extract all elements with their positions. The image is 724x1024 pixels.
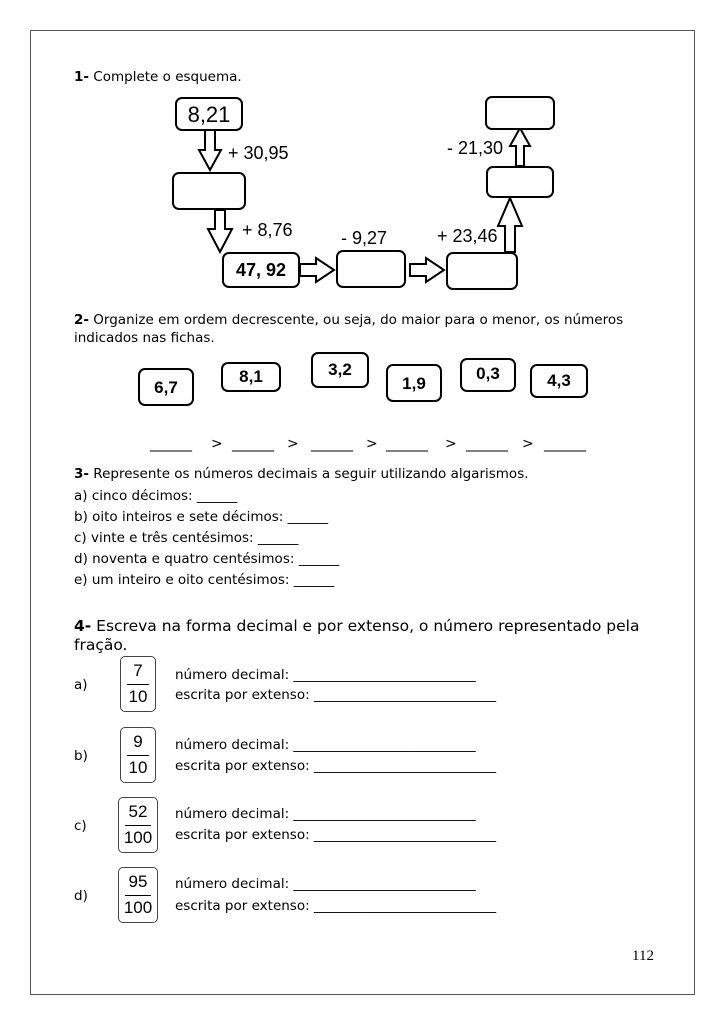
fraction-c-den: 100 [123, 828, 153, 847]
q3-item-a[interactable]: a) cinco décimos: ______ [74, 488, 238, 504]
flow-op-5: - 21,30 [447, 138, 504, 158]
flow-box-4[interactable] [336, 250, 406, 288]
q3-number: 3- [74, 466, 89, 482]
flow-box-start [175, 97, 243, 131]
q4-text: Escreva na forma decimal e por extenso, o número representado pela fração. [74, 617, 640, 654]
q3-item-e[interactable]: e) um inteiro e oito centésimos: ______ [74, 572, 335, 588]
fraction-a-num: 7 [133, 661, 143, 680]
arrow-up-2 [510, 128, 530, 166]
fraction-b-den: 10 [128, 758, 148, 777]
card-4-value: 1,9 [402, 374, 426, 393]
fraction-b [120, 727, 156, 783]
arrow-up-1 [498, 198, 522, 252]
fraction-a [120, 656, 156, 712]
greater-1: > [211, 436, 223, 452]
q4-d-extenso-line[interactable]: escrita por extenso: ___________________________ [175, 898, 497, 914]
blank-6[interactable]: ______ [544, 436, 586, 452]
fraction-bar [125, 825, 151, 826]
card-5 [460, 358, 516, 392]
arrow-down-2 [208, 210, 232, 252]
fraction-bar [125, 895, 151, 896]
flow-op-4: + 23,46 [437, 226, 498, 246]
greater-5: > [522, 436, 534, 452]
blank-3[interactable]: ______ [311, 436, 353, 452]
q4-a-extenso-line[interactable]: escrita por extenso: ___________________________ [175, 687, 497, 703]
fraction-c-num: 52 [128, 802, 148, 821]
flow-box-5[interactable] [446, 252, 518, 290]
q4-item-d-letter: d) [74, 888, 88, 904]
blank-4[interactable]: ______ [386, 436, 428, 452]
blank-2[interactable]: ______ [232, 436, 274, 452]
blank-1[interactable]: ______ [150, 436, 192, 452]
fraction-d-num: 95 [128, 872, 148, 891]
arrow-right-2 [410, 258, 444, 282]
q4-heading [74, 617, 644, 655]
q4-number: 4- [74, 617, 92, 635]
card-3-value: 3,2 [328, 360, 352, 379]
q4-item-a-letter: a) [74, 677, 88, 693]
fraction-d-den: 100 [123, 898, 153, 917]
greater-4: > [445, 436, 457, 452]
flow-box-6[interactable] [486, 166, 554, 198]
fraction-bar [127, 755, 149, 756]
arrow-right-1 [300, 258, 334, 282]
q2-number: 2- [74, 312, 89, 328]
q4-c-decimal-line[interactable]: número decimal: ___________________________ [175, 806, 476, 822]
card-4 [386, 364, 442, 402]
card-2-value: 8,1 [239, 367, 263, 386]
q1-number: 1- [74, 69, 89, 85]
q2-text: Organize em ordem decrescente, ou seja, do maior para o menor, os números indicados nas fichas. [74, 312, 624, 346]
q3-text: Represente os números decimais a seguir utilizando algarismos. [93, 466, 529, 482]
card-3 [311, 352, 369, 388]
q4-item-c-letter: c) [74, 818, 87, 834]
page-number: 112 [632, 948, 654, 964]
fraction-a-den: 10 [128, 687, 148, 706]
flow-op-3: - 9,27 [341, 228, 388, 248]
flow-box-2[interactable] [172, 172, 246, 210]
fraction-b-num: 9 [133, 732, 143, 751]
flow-op-2: + 8,76 [242, 220, 293, 240]
greater-3: > [366, 436, 378, 452]
fraction-bar [127, 684, 149, 685]
flow-box-end[interactable] [485, 96, 555, 130]
q4-b-extenso-line[interactable]: escrita por extenso: ___________________________ [175, 758, 497, 774]
card-1 [138, 368, 194, 406]
fraction-c [118, 797, 158, 853]
flow-box-3 [222, 252, 300, 288]
q3-item-d[interactable]: d) noventa e quatro centésimos: ______ [74, 551, 340, 567]
q2-heading [74, 311, 644, 347]
fraction-d [118, 867, 158, 923]
flow-box-3-value: 47, 92 [235, 260, 287, 280]
q4-item-b-letter: b) [74, 748, 88, 764]
card-6-value: 4,3 [547, 371, 571, 390]
q4-b-decimal-line[interactable]: número decimal: ___________________________ [175, 737, 476, 753]
q4-d-decimal-line[interactable]: número decimal: ___________________________ [175, 876, 476, 892]
q3-item-c[interactable]: c) vinte e três centésimos: ______ [74, 530, 299, 546]
q3-item-b[interactable]: b) oito inteiros e sete décimos: ______ [74, 509, 329, 525]
greater-2: > [287, 436, 299, 452]
card-5-value: 0,3 [476, 364, 500, 383]
flow-op-1: + 30,95 [228, 143, 289, 163]
card-2 [221, 362, 281, 392]
q4-a-decimal-line[interactable]: número decimal: ___________________________ [175, 667, 476, 683]
card-6 [530, 364, 588, 398]
q3-heading [74, 465, 529, 483]
card-1-value: 6,7 [154, 378, 178, 397]
blank-5[interactable]: ______ [466, 436, 508, 452]
flow-start-value: 8,21 [187, 102, 231, 127]
q4-c-extenso-line[interactable]: escrita por extenso: ___________________________ [175, 827, 497, 843]
q1-text: Complete o esquema. [93, 69, 242, 85]
arrow-down-1 [199, 130, 221, 170]
